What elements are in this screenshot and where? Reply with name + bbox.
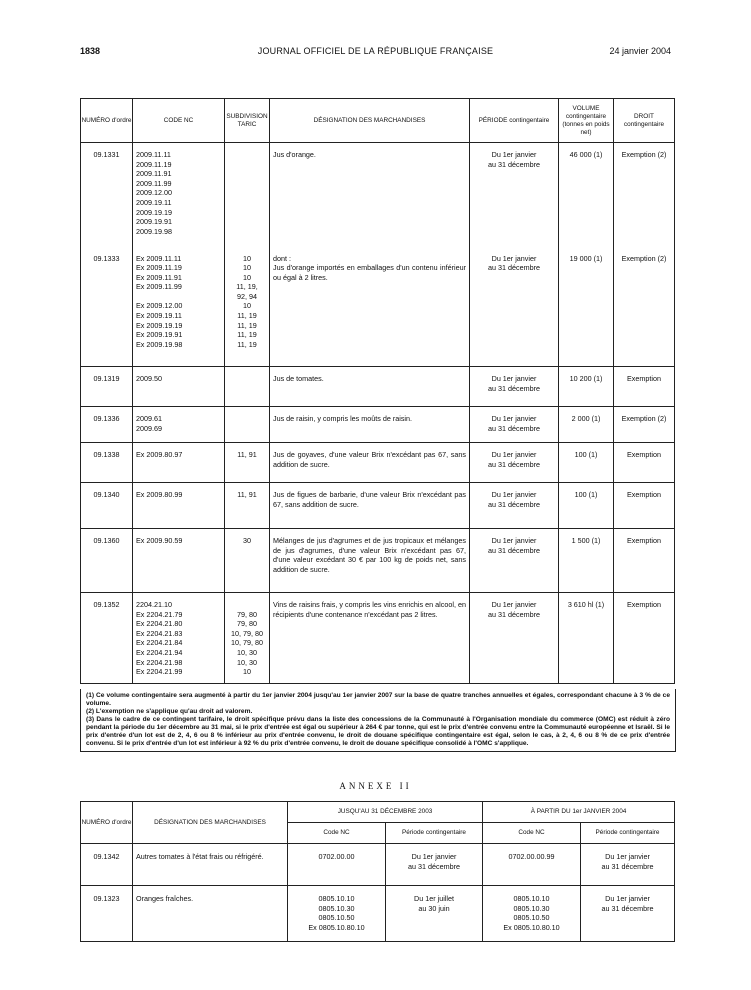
issue-date: 24 janvier 2004 (609, 46, 671, 56)
row-volume (559, 443, 614, 483)
row-numero (81, 143, 133, 247)
row-periode-line: Du 1er janvier (491, 600, 537, 609)
row-periode-line: au 31 décembre (488, 499, 540, 509)
col-header-code-nc: CODE NC (133, 99, 225, 143)
row-designation-line: Mélanges de jus d'agrumes et de jus tropicaux et mélanges de jus d'agrumes, d'une valeur Brix n'excédant pas 67, d'une valeur excédant 30 € par 100 kg de poids net, sans addition de sucre. (273, 536, 466, 574)
col-header-numero: NUMÉRO d'ordre (81, 99, 133, 143)
row-code-nc (288, 844, 386, 886)
row-numero-line: 09.1336 (93, 414, 120, 423)
row-code-nc-line: Ex 2009.90.59 (136, 536, 183, 545)
table-row (81, 844, 675, 886)
col-header-droit: DROIT contingentaire (614, 99, 675, 143)
row-code-nc-line: 0805.10.30 (318, 903, 355, 913)
table-row (81, 529, 675, 593)
row-designation (270, 367, 470, 407)
footnote: (2) L'exemption ne s'applique qu'au droit ad valorem. (86, 708, 253, 715)
row-periode (581, 886, 675, 942)
row-periode-line: Du 1er janvier (491, 450, 537, 459)
row-subdivision-line: 92, 94 (237, 291, 257, 301)
row-periode-line: Du 1er janvier (491, 536, 537, 545)
row-periode-line: au 31 décembre (488, 159, 540, 169)
row-code-nc (133, 593, 225, 684)
row-code-nc (288, 886, 386, 942)
row-volume-line: 2 000 (1) (571, 414, 601, 423)
journal-title: JOURNAL OFFICIEL DE LA RÉPUBLIQUE FRANÇAISE (257, 46, 494, 56)
table-row (81, 443, 675, 483)
row-numero-line: 09.1323 (93, 894, 120, 903)
row-periode-line: Du 1er janvier (491, 150, 537, 159)
table-row (81, 143, 675, 247)
row-numero-line: 09.1352 (93, 600, 120, 609)
row-subdivision-line: 10, 79, 80 (231, 628, 263, 638)
row-code-nc (483, 886, 581, 942)
row-designation (133, 844, 288, 886)
row-designation (270, 247, 470, 367)
row-periode (581, 844, 675, 886)
row-code-nc (133, 443, 225, 483)
row-code-nc-line: 0702.00.00 (318, 852, 355, 861)
row-numero-line: 09.1360 (93, 536, 120, 545)
row-periode (470, 367, 559, 407)
annexe-title: ANNEXE II (339, 781, 412, 791)
row-code-nc-line: Ex 2009.19.19 (136, 320, 183, 330)
row-periode (470, 407, 559, 443)
row-periode-line: au 31 décembre (601, 903, 654, 913)
row-designation-line: Jus de raisin, y compris les moûts de raisin. (273, 414, 413, 423)
row-code-nc-line: Ex 2009.19.91 (136, 330, 183, 340)
row-periode-line: au 31 décembre (408, 861, 460, 871)
row-numero (81, 407, 133, 443)
row-designation-line: Autres tomates à l'état frais ou réfrigéré. (136, 852, 264, 861)
row-subdivision (225, 529, 270, 593)
row-subdivision (225, 443, 270, 483)
row-code-nc-line: 2009.12.00 (136, 188, 172, 198)
row-droit (614, 367, 675, 407)
footnote: (3) Dans le cadre de ce contingent tarifaire, le droit spécifique prévu dans la liste des concessions de la Communauté à l'Organisation mondiale du commerce (OMC) est réduit à zéro pendant la période du 1er décembre au 31 mai, si le prix d'entrée est égal ou supérieur à 264 € par tonne, qui est le prix d'entrée convenu entre la Communauté européenne et Israël. Si le prix d'entrée d'un lot est de 2, 4, 6 ou 8 % inférieur au prix d'entrée convenu, le droit de douane spécifique contingentaire est égal, selon le cas, à 2, 4, 6 ou 8 % de ce prix d'entrée convenu. Si le prix d'entrée d'un lot est inférieur à 92 % du prix d'entrée convenu, le droit de douane spécifique consolidé à l'OMC s'applique. (86, 716, 670, 747)
row-code-nc-line: Ex 2204.21.84 (136, 638, 183, 648)
row-numero (81, 367, 133, 407)
row-code-nc-line: Ex 2204.21.83 (136, 628, 183, 638)
row-code-nc (133, 529, 225, 593)
row-volume-line: 19 000 (1) (569, 253, 603, 263)
row-code-nc-line: Ex 2204.21.94 (136, 647, 183, 657)
row-droit-line: Exemption (627, 536, 661, 545)
row-droit-line: Exemption (627, 490, 661, 499)
row-volume-line: 1 500 (1) (571, 536, 601, 545)
table-row (81, 886, 675, 942)
row-subdivision (225, 247, 270, 367)
row-numero (81, 529, 133, 593)
row-designation-line: Jus d'orange importés en emballages d'un contenu inférieur ou égal à 2 litres. (273, 263, 466, 282)
row-volume-line: 3 610 hl (1) (567, 600, 605, 609)
row-droit (614, 143, 675, 247)
row-numero (81, 593, 133, 684)
row-code-nc-line: Ex 2204.21.98 (136, 657, 183, 667)
col-header-code-nc: Code NC (288, 823, 386, 844)
row-designation (270, 143, 470, 247)
row-numero-line: 09.1319 (93, 374, 120, 383)
row-numero (81, 443, 133, 483)
row-code-nc-line: 2009.69 (136, 423, 162, 433)
row-periode-line: Du 1er janvier (491, 414, 537, 423)
row-code-nc (483, 844, 581, 886)
row-periode-line: Du 1er janvier (605, 894, 650, 903)
row-code-nc-line: Ex 2009.19.11 (136, 311, 182, 321)
row-subdivision-line: 10 (243, 253, 251, 263)
row-volume (559, 483, 614, 529)
table-row (81, 367, 675, 407)
row-code-nc-line: 2009.11.11 (136, 150, 171, 159)
row-subdivision-line: 79, 80 (237, 619, 257, 629)
row-droit (614, 247, 675, 367)
row-code-nc-line: 2009.11.91 (136, 169, 172, 179)
row-droit-line: Exemption (2) (621, 253, 667, 263)
row-code-nc-line: Ex 2009.12.00 (136, 301, 183, 311)
row-subdivision-line: 10, 30 (237, 657, 257, 667)
row-subdivision-line: 10, 30 (237, 647, 257, 657)
row-designation (133, 886, 288, 942)
col-header-subdivision: SUBDIVISION TARIC (225, 99, 270, 143)
row-designation (270, 443, 470, 483)
row-code-nc-line: Ex 2009.19.98 (136, 339, 183, 349)
row-droit (614, 407, 675, 443)
row-numero-line: 09.1331 (93, 150, 120, 159)
row-code-nc-line: Ex 0805.10.80.10 (503, 922, 560, 932)
row-designation (270, 407, 470, 443)
row-designation-line: Jus de figues de barbarie, d'une valeur Brix n'excédant pas 67, sans addition de sucre. (273, 490, 466, 509)
row-periode (470, 443, 559, 483)
row-volume-line: 100 (1) (574, 450, 598, 459)
row-droit (614, 483, 675, 529)
row-designation-line: Jus de goyaves, d'une valeur Brix n'excédant pas 67, sans addition de sucre. (273, 450, 466, 469)
row-code-nc-line (136, 292, 221, 302)
row-code-nc (133, 483, 225, 529)
row-subdivision (225, 593, 270, 684)
col-header-numero: NUMÉRO d'ordre (81, 802, 133, 844)
row-volume-line: 100 (1) (574, 490, 598, 499)
row-periode-line: au 31 décembre (488, 423, 540, 433)
row-code-nc-line: Ex 2204.21.99 (136, 667, 183, 677)
row-numero-line: 09.1333 (93, 253, 120, 263)
annexe-table (80, 801, 675, 942)
row-subdivision-line: 11, 19 (237, 311, 257, 321)
page-header (80, 46, 671, 60)
row-subdivision-line (228, 600, 266, 610)
row-droit-line: Exemption (2) (621, 414, 667, 423)
footnote: (1) Ce volume contingentaire sera augmenté à partir du 1er janvier 2004 jusqu'au 1er janvier 2007 sur la base de quatre tranches annuelles et égales, correspondant chacune à 3 % de ce volume. (86, 692, 670, 707)
row-code-nc-line: 0805.10.50 (318, 913, 355, 923)
row-subdivision-line: 10, 79, 80 (231, 638, 263, 648)
row-periode-line: Du 1er janvier (491, 490, 537, 499)
row-code-nc-line: 2009.50 (136, 374, 162, 383)
row-code-nc-line: Ex 0805.10.80.10 (308, 922, 365, 932)
row-volume-line: 10 200 (1) (569, 374, 603, 383)
row-droit (614, 529, 675, 593)
row-numero (81, 886, 133, 942)
page-number: 1838 (80, 46, 101, 56)
row-designation-line: dont : (273, 253, 291, 263)
col-header-code-nc: Code NC (483, 823, 581, 844)
row-code-nc-line: 2009.19.98 (136, 226, 172, 236)
row-volume (559, 143, 614, 247)
row-code-nc-line: Ex 2009.80.99 (136, 490, 183, 499)
row-droit-line: Exemption (627, 374, 661, 383)
row-designation (270, 593, 470, 684)
row-designation-line: Vins de raisins frais, y compris les vins enrichis en alcool, en récipients d'une contenance n'excédant pas 2 litres. (273, 600, 466, 619)
row-code-nc-line: 2009.19.19 (136, 207, 172, 217)
footnotes (80, 689, 676, 752)
row-periode-line: Du 1er janvier (605, 852, 650, 861)
row-code-nc (133, 367, 225, 407)
row-volume (559, 367, 614, 407)
row-periode-line: au 30 juin (418, 903, 450, 913)
row-droit (614, 443, 675, 483)
row-numero-line: 09.1342 (93, 852, 120, 861)
row-volume-line: 46 000 (1) (569, 150, 603, 159)
row-code-nc-line: 0805.10.10 (318, 894, 355, 903)
table-row (81, 483, 675, 529)
row-subdivision-line: 11, 19 (237, 320, 257, 330)
table-row (81, 593, 675, 684)
row-numero (81, 844, 133, 886)
row-designation (270, 483, 470, 529)
row-subdivision-line: 10 (243, 272, 251, 282)
row-periode (470, 143, 559, 247)
col-header-periode: PÉRIODE contingentaire (470, 99, 559, 143)
row-designation-line: Jus de tomates. (273, 374, 324, 383)
row-periode-line: Du 1er janvier (411, 852, 457, 861)
row-code-nc-line: 2009.19.91 (136, 217, 172, 227)
row-code-nc-line: 2009.11.19 (136, 159, 172, 169)
row-subdivision-line: 10 (243, 301, 251, 311)
row-subdivision-line: 11, 91 (237, 450, 257, 459)
row-code-nc (133, 407, 225, 443)
row-periode-line: au 31 décembre (488, 383, 540, 393)
row-code-nc-line: Ex 2009.80.97 (136, 450, 183, 459)
row-code-nc-line: 2009.61 (136, 414, 162, 423)
row-periode (386, 886, 483, 942)
row-subdivision (225, 483, 270, 529)
col-header-periode: Période contingentaire (386, 823, 483, 844)
row-volume (559, 529, 614, 593)
row-periode-line: au 31 décembre (601, 861, 654, 871)
row-code-nc-line: 0805.10.10 (513, 894, 550, 903)
row-subdivision (225, 367, 270, 407)
row-subdivision-line: 10 (243, 667, 251, 677)
row-code-nc-line: 0805.10.50 (513, 913, 550, 923)
row-periode-line: Du 1er janvier (491, 374, 537, 383)
row-numero (81, 247, 133, 367)
row-periode-line: au 31 décembre (488, 459, 540, 469)
table-row (81, 247, 675, 367)
col-header-periode: Période contingentaire (581, 823, 675, 844)
row-code-nc (133, 247, 225, 367)
row-subdivision-line: 30 (243, 536, 251, 545)
row-subdivision (225, 143, 270, 247)
row-subdivision-line: 11, 19 (237, 339, 257, 349)
row-subdivision-line: 79, 80 (237, 609, 257, 619)
table-row (81, 407, 675, 443)
row-code-nc-line: 2009.19.11 (136, 197, 172, 207)
row-code-nc-line: 2009.11.99 (136, 178, 172, 188)
row-code-nc-line: Ex 2204.21.80 (136, 619, 183, 629)
row-droit (614, 593, 675, 684)
row-numero (81, 483, 133, 529)
row-periode (470, 593, 559, 684)
row-volume (559, 407, 614, 443)
row-periode (470, 247, 559, 367)
row-subdivision-line: 11, 19 (237, 330, 257, 340)
row-subdivision (225, 407, 270, 443)
row-subdivision-line: 11, 19, (236, 282, 258, 292)
row-subdivision-line: 10 (243, 263, 251, 273)
col-group-from-2004: À PARTIR DU 1er JANVIER 2004 (483, 802, 675, 823)
col-header-designation: DÉSIGNATION DES MARCHANDISES (133, 802, 288, 844)
row-numero-line: 09.1340 (93, 490, 120, 499)
row-code-nc-line: 0702.00.00.99 (508, 852, 555, 861)
row-code-nc-line: Ex 2009.11.11 (136, 253, 182, 263)
row-periode-line: au 31 décembre (488, 609, 540, 619)
quota-table (80, 98, 675, 684)
row-droit-line: Exemption (627, 600, 661, 609)
row-volume (559, 593, 614, 684)
row-subdivision-line: 11, 91 (237, 490, 257, 499)
row-code-nc-line: Ex 2009.11.91 (136, 272, 182, 282)
row-droit-line: Exemption (2) (621, 150, 667, 159)
row-droit-line: Exemption (627, 450, 661, 459)
row-periode (470, 483, 559, 529)
row-code-nc-line: Ex 2204.21.79 (136, 609, 183, 619)
row-volume (559, 247, 614, 367)
col-header-designation: DÉSIGNATION DES MARCHANDISES (270, 99, 470, 143)
row-designation (270, 529, 470, 593)
row-periode-line: Du 1er janvier (491, 253, 537, 263)
row-code-nc-line: 2204.21.10 (136, 600, 172, 609)
row-numero-line: 09.1338 (93, 450, 120, 459)
row-code-nc-line: Ex 2009.11.19 (136, 263, 182, 273)
row-code-nc-line: Ex 2009.11.99 (136, 282, 182, 292)
col-header-volume: VOLUME contingentaire (tonnes en poids net) (559, 99, 614, 143)
row-designation-line: Oranges fraîches. (136, 894, 194, 903)
row-periode-line: au 31 décembre (488, 263, 540, 273)
row-periode (386, 844, 483, 886)
col-group-until-2003: JUSQU'AU 31 DÉCEMBRE 2003 (288, 802, 483, 823)
row-code-nc (133, 143, 225, 247)
row-periode (470, 529, 559, 593)
row-code-nc-line: 0805.10.30 (513, 903, 550, 913)
row-periode-line: Du 1er juillet (414, 894, 454, 903)
row-designation-line: Jus d'orange. (273, 150, 316, 159)
row-periode-line: au 31 décembre (488, 545, 540, 555)
